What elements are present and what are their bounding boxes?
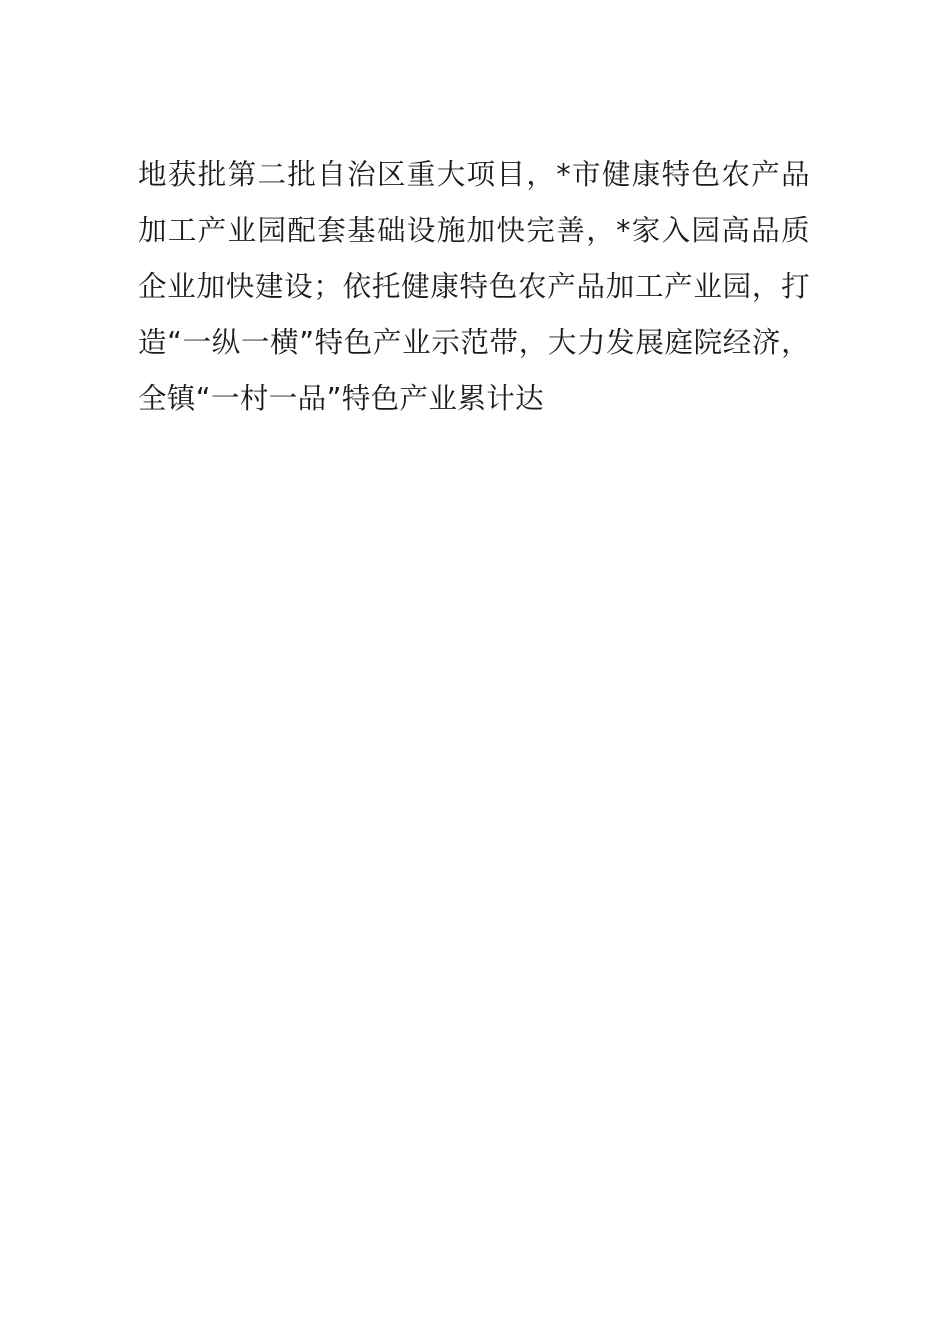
document-paragraph: 地获批第二批自治区重大项目，*市健康特色农产品加工产业园配套基础设施加快完善，*家入园高品质企业加快建设；依托健康特色农产品加工产业园，打造“一纵一横”特色产业示范带，大力发展庭院经济，全镇“一村一品”特色产业累计达 <box>138 157 810 415</box>
